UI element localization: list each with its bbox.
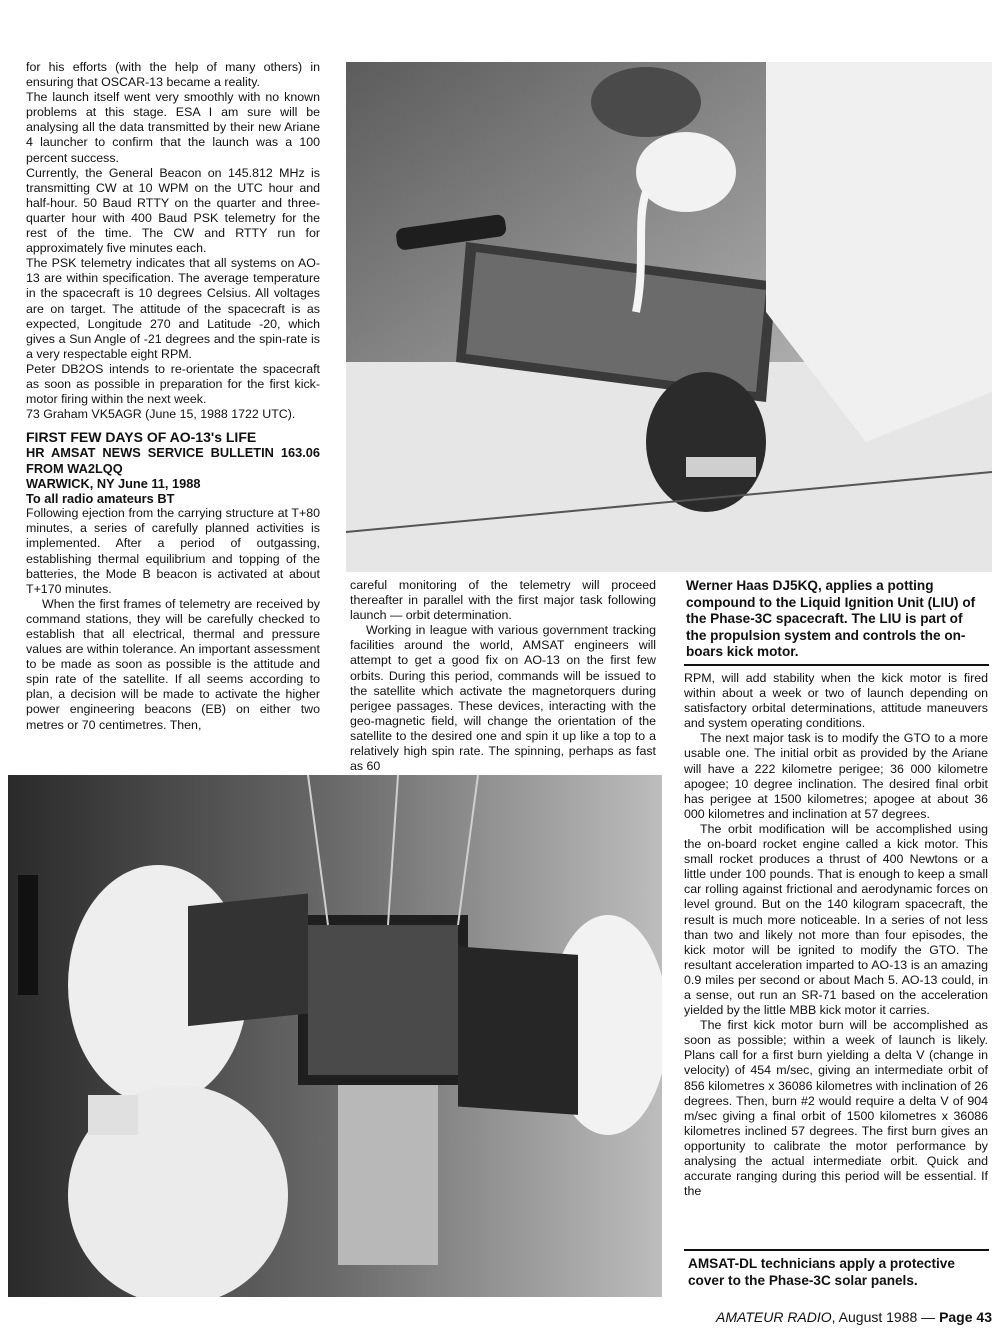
footer-page-number: Page 43 — [939, 1309, 992, 1325]
page-footer — [716, 1309, 992, 1325]
middle-paragraph-1: careful monitoring of the telemetry will proceed thereafter in parallel with the first major task following launch — orbit determination. — [350, 578, 656, 623]
left-paragraph-4: The PSK telemetry indicates that all systems on AO-13 are within specification. The average temperature in the spacecraft is 10 degrees Celsius. All voltages are on target. The attitude of the spacecraft is as expected, Longitude 270 and Latitude -20, which gives a Sun Angle of -21 degrees and the spin-rate is a very respectable eight RPM. — [26, 256, 320, 361]
caption-rule-top — [684, 664, 989, 666]
top-photo-caption: Werner Haas DJ5KQ, applies a potting compound to the Liquid Ignition Unit (LIU) of the Phase-3C spacecraft. The LIU is part of the propulsion system and controls the on-boars kick motor. — [686, 578, 976, 659]
right-column — [684, 671, 988, 1199]
photo-potting-compound — [346, 62, 992, 572]
article-title: FIRST FEW DAYS OF AO-13's LIFE — [26, 429, 257, 446]
left-paragraph-1: for his efforts (with the help of many others) in ensuring that OSCAR-13 became a reality. — [26, 60, 320, 90]
right-paragraph-3: The orbit modification will be accomplished using the on-board rocket engine called a kick motor. This small rocket produces a thrust of 400 Newtons or a little under 100 pounds. That is enough to keep a small car rolling against frictional and aerodynamic forces on level ground. But on the 140 kilogram spacecraft, the result is much more noticeable. In a series of not less than two and likely not more than four episodes, the kick motor will be ignited to modify the GTO. The resultant acceleration imparted to AO-13 is an amazing 0.9 miles per second or about Mach 5. AO-13 could, in a sense, out run an SR-71 based on the acceleration yielded by the little MBB kick motor it carries. — [684, 821, 988, 1018]
left-paragraph-5: Peter DB2OS intends to re-orientate the spacecraft as soon as possible in preparation for the first kick-motor firing within the next week. — [26, 361, 320, 407]
photo-solar-panel-technicians — [8, 775, 662, 1297]
right-paragraph-4: The first kick motor burn will be accomplished as soon as possible; within a week of launch is likely. Plans call for a first burn yielding a delta V (change in velocity) of 454 m/sec, giving an intermediate orbit of 856 kilometres x 36086 kilometres with inclination of 26 degrees. Then, burn #2 would require a delta V of 904 m/sec giving a final orbit of 1500 kilometres x 36086 kilometres inclined 57 degrees. The first burn gives an opportunity to calibrate the motor performance by analysing the actual intermediate orbit. Quick and accurate ranging during this period will be essential. If the — [684, 1018, 988, 1199]
article-heading — [26, 430, 320, 506]
bulletin-line: HR AMSAT NEWS SERVICE BULLETIN 163.06 FROM WA2LQQ — [26, 445, 320, 476]
footer-publication: AMATEUR RADIO — [716, 1309, 832, 1325]
dateline: WARWICK, NY June 11, 1988 — [26, 475, 201, 491]
article-paragraph-2: When the first frames of telemetry are received by command stations, they will be carefully checked to establish that all electrical, thermal and pressure values are within tolerance. An important assessment to be made as soon as possible is the attitude and spin rate of the satellite. If all seems according to plan, a decision will be made to activate the higher power engineering beacons (EB) on either two metres or 70 centimetres. Then, — [26, 596, 320, 732]
right-paragraph-2: The next major task is to modify the GTO to a more usable one. The initial orbit as provided by the Ariane will have a 222 kilometre perigee; 36 000 kilometre apogee; 10 degree inclination. The desired final orbit has perigee at 1500 kilometres; apogee at about 36 000 kilometres and inclination at 57 degrees. — [684, 731, 988, 821]
left-column — [26, 60, 320, 733]
bottom-photo-caption: AMSAT-DL technicians apply a protective cover to the Phase-3C solar panels. — [688, 1256, 955, 1288]
photo-potting-illustration — [346, 62, 992, 572]
salutation: To all radio amateurs BT — [26, 491, 175, 507]
footer-date: , August 1988 — — [831, 1309, 940, 1325]
photo-technicians-illustration — [8, 775, 662, 1297]
middle-paragraph-2: Working in league with various government tracking facilities around the world, AMSAT engineers will attempt to get a good fix on AO-13 on the first few orbits. During this period, commands will be issued to the satellite which activate the magnetorquers during perigee passages. These devices, interacting with the geo-magnetic field, will change the orientation of the satellite to the desired one and spin it up like a top to a relatively high spin rate. The spinning, perhaps as fast as 60 — [350, 623, 656, 774]
article-paragraph-1: Following ejection from the carrying structure at T+80 minutes, a series of carefully planned activities is implemented. After a period of outgassing, establishing thermal equilibrium and topping of the batteries, the Mode B beacon is activated at about T+170 minutes. — [26, 506, 320, 596]
left-paragraph-3: Currently, the General Beacon on 145.812 MHz is transmitting CW at 10 WPM on the UTC hour and half-hour. 50 Baud RTTY on the quarter and three-quarter hour with 400 Baud PSK telemetry for the rest of the time. The CW and RTTY run for approximately five minutes each. — [26, 165, 320, 256]
right-paragraph-1: RPM, will add stability when the kick motor is fired within about a week or two of launch depending on satisfactory orbital determinations, attitude maneuvers and system operating conditions. — [684, 671, 988, 731]
left-paragraph-6: 73 Graham VK5AGR (June 15, 1988 1722 UTC). — [26, 407, 296, 422]
left-paragraph-2: The launch itself went very smoothly with no known problems at this stage. ESA I am sure will be analysing all the data transmitted by their new Ariane 4 launcher to confirm that the launch was a 100 percent success. — [26, 90, 320, 165]
caption-rule-bottom — [684, 1249, 989, 1251]
middle-column — [350, 578, 656, 774]
